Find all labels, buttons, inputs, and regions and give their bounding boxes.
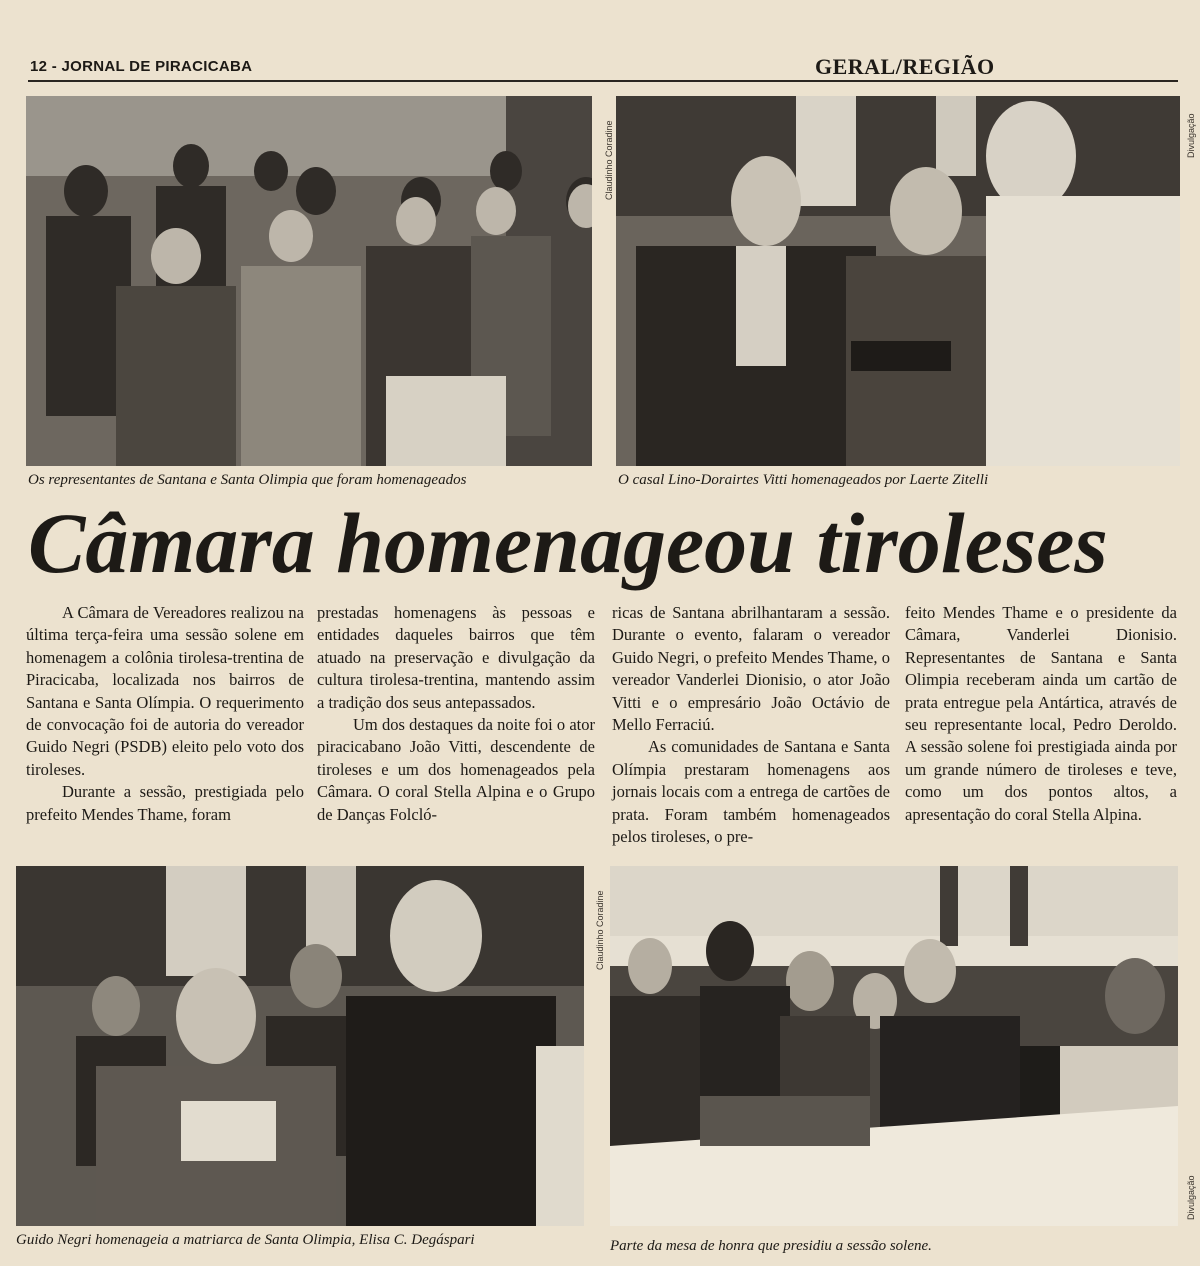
photo-credit-honor-table: Divulgação [1186, 1175, 1196, 1220]
caption-matriarch: Guido Negri homenageia a matriarca de Santa Olimpia, Elisa C. Degáspari [16, 1232, 475, 1248]
caption-honor-table: Parte da mesa de honra que presidiu a sessão solene. [610, 1238, 932, 1254]
article-column-2 [317, 602, 595, 826]
page-number-header: 12 - JORNAL DE PIRACICABA [30, 58, 253, 75]
article-column-1 [26, 602, 304, 826]
photo-audience [26, 96, 592, 466]
paragraph: ricas de Santana abrilhantaram a sessão. Durante o evento, falaram o vereador Guido Negri, o prefeito Mendes Thame, o vereador Vanderlei Dionisio, o ator João Vitti e o empresário João Octávio de Mello Ferraciú. [612, 603, 890, 735]
section-header: GERAL/REGIÃO [815, 54, 995, 79]
photo-credit-couple: Divulgação [1186, 113, 1196, 158]
photo-honor-table [610, 866, 1178, 1226]
photo-couple [616, 96, 1180, 466]
paragraph: As comunidades de Santana e Santa Olímpia prestaram homenagens aos jornais locais com a entrega de cartões de prata. Foram também homenageados pelos tiroleses, o pre- [612, 737, 890, 847]
article-headline: Câmara homenageou tiroleses [28, 495, 1108, 591]
caption-couple: O casal Lino-Dorairtes Vitti homenageados por Laerte Zitelli [618, 472, 989, 488]
header-rule [28, 80, 1178, 82]
caption-audience: Os representantes de Santana e Santa Olimpia que foram homenageados [28, 472, 467, 488]
paragraph: Um dos destaques da noite foi o ator piracicabano João Vitti, descendente de tiroleses e um dos homenageados pela Câmara. O coral Stella Alpina e o Grupo de Danças Folcló- [317, 715, 595, 824]
article-column-3 [612, 602, 890, 848]
paragraph: Durante a sessão, prestigiada pelo prefeito Mendes Thame, foram [26, 782, 304, 824]
photo-matriarch [16, 866, 584, 1226]
photo-credit-matriarch: Claudinho Coradine [595, 890, 605, 970]
paragraph: A Câmara de Vereadores realizou na última terça-feira uma sessão solene em homenagem a colônia tirolesa-trentina de Piracicaba, localizada nos bairros de Santana e Santa Olímpia. O requerimento de convocação foi de autoria do vereador Guido Negri (PSDB) eleito pelo voto dos tiroleses. [26, 603, 304, 779]
article-column-4 [905, 602, 1177, 826]
paragraph: feito Mendes Thame e o presidente da Câmara, Vanderlei Dionisio. Representantes de Santana e Santa Olimpia receberam ainda um cartão de prata entregue pela Antártica, através de seu representante local, Pedro Deroldo. A sessão solene foi prestigiada ainda por um grande número de tiroleses e teve, como um dos pontos altos, a apresentação do coral Stella Alpina. [905, 603, 1177, 824]
photo-credit-audience: Claudinho Coradine [604, 120, 614, 200]
paragraph: prestadas homenagens às pessoas e entidades daqueles bairros que têm atuado na preservação e divulgação da cultura tirolesa-trentina, mantendo assim a tradição dos seus antepassados. [317, 603, 595, 712]
